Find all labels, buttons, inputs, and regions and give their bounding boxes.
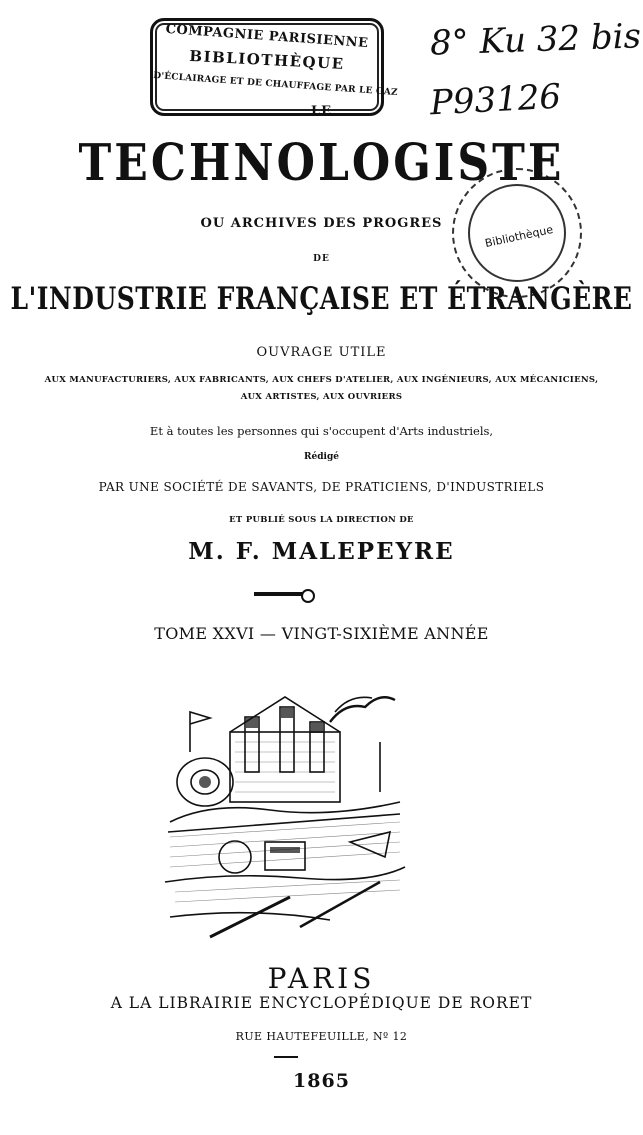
- library-stamp: [150, 18, 399, 116]
- subtitle-de: DE: [313, 254, 330, 264]
- short-rule: [274, 1056, 298, 1058]
- editor-name: M. F. MALEPEYRE: [188, 538, 455, 565]
- audience-line-2: AUX ARTISTES, AUX OUVRIERS: [240, 392, 403, 402]
- shelfmark-line-1: 8° Ku 32 bis: [429, 16, 642, 64]
- stamp-line-2: BIBLIOTHÈQUE: [188, 46, 346, 74]
- redige-label: Rédigé: [304, 452, 339, 462]
- shelfmark-line-2: P93126: [429, 76, 563, 124]
- subtitle-1: OU ARCHIVES DES PROGRES: [200, 216, 443, 231]
- imprint-publisher: A LA LIBRAIRIE ENCYCLOPÉDIQUE DE RORET: [110, 994, 533, 1012]
- page-title: TECHNOLOGISTE: [78, 134, 565, 193]
- subtitle-2: L'INDUSTRIE FRANÇAISE ET ÉTRANGÈRE: [10, 280, 633, 317]
- round-stamp-inner: [468, 184, 566, 282]
- imprint-address: RUE HAUTEFEUILLE, Nº 12: [235, 1030, 408, 1043]
- round-stamp-label: Bibliothèque: [483, 222, 555, 251]
- title-article: LE: [310, 104, 333, 119]
- imprint-year: 1865: [293, 1070, 350, 1092]
- industrial-engraving: [150, 682, 415, 947]
- volume-line: TOME XXVI — VINGT-SIXIÈME ANNÉE: [154, 624, 489, 643]
- authors-line: PAR UNE SOCIÉTÉ DE SAVANTS, DE PRATICIENS, D'INDUSTRIELS: [98, 480, 545, 494]
- audience-line-3: Et à toutes les personnes qui s'occupent d'Arts industriels,: [149, 424, 494, 438]
- publie-line: ET PUBLIÉ SOUS LA DIRECTION DE: [229, 515, 414, 525]
- ouvrage-utile: OUVRAGE UTILE: [256, 345, 387, 360]
- stamp-line-1: COMPAGNIE PARISIENNE: [165, 21, 369, 52]
- stamp-line-3: D'ÉCLAIRAGE ET DE CHAUFFAGE PAR LE GAZ: [152, 71, 399, 99]
- ornament-divider: [254, 592, 306, 596]
- imprint-city: PARIS: [267, 962, 376, 995]
- ornament-dot: [301, 589, 315, 603]
- audience-line-1: AUX MANUFACTURIERS, AUX FABRICANTS, AUX CHEFS D'ATELIER, AUX INGÉNIEURS, AUX MÉCANICIENS,: [44, 375, 599, 385]
